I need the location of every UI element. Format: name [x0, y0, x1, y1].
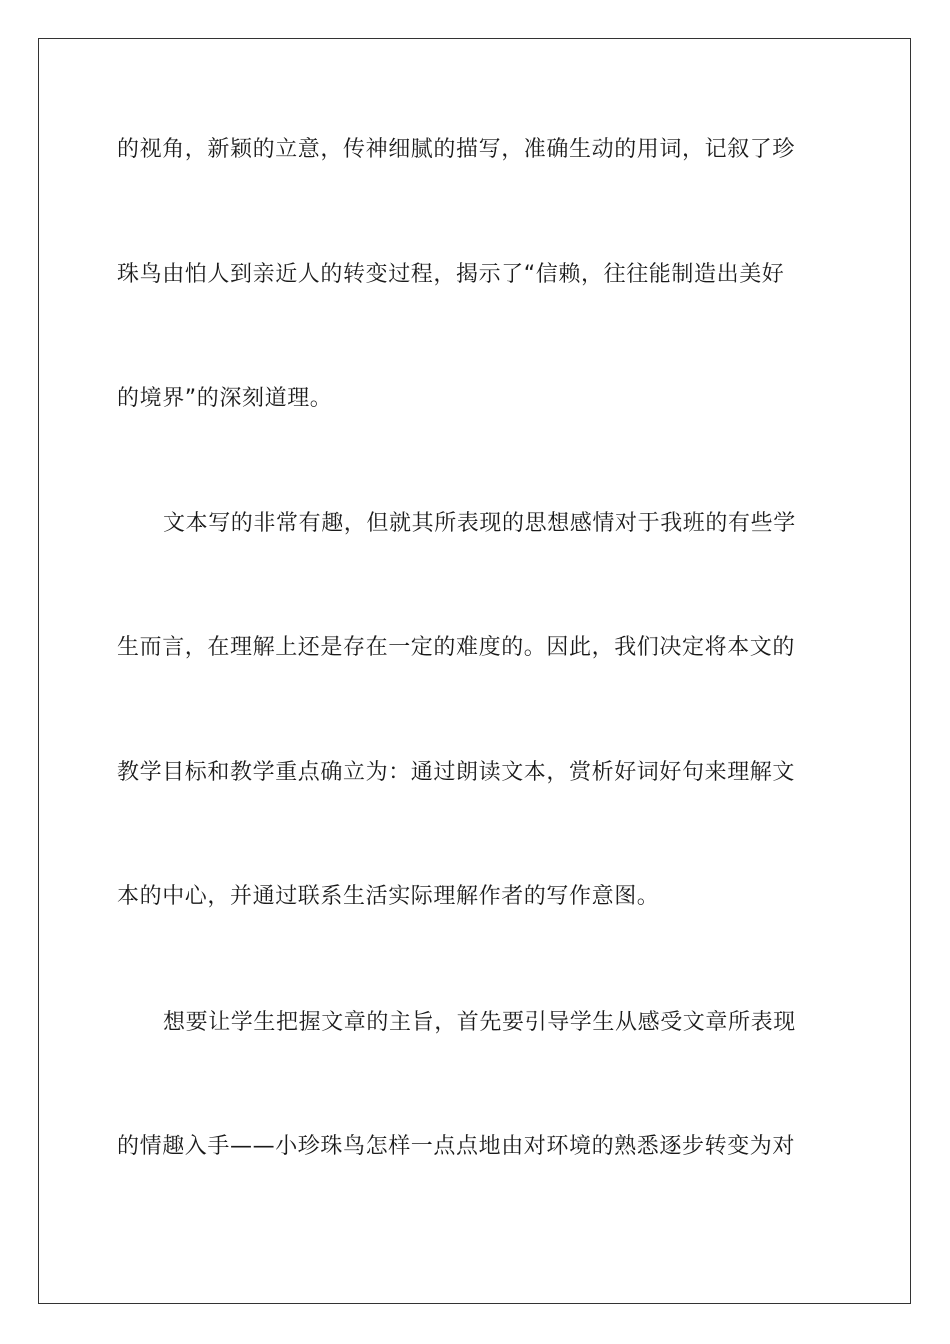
text-line: 的视角，新颖的立意，传神细腻的描写，准确生动的用词，记叙了珍 [117, 137, 796, 162]
page-border [38, 38, 911, 1304]
text-line: 本的中心，并通过联系生活实际理解作者的写作意图。 [117, 884, 660, 909]
paragraph-start-line: 文本写的非常有趣，但就其所表现的思想感情对于我班的有些学 [163, 511, 796, 536]
text-line: 的境界”的深刻道理。 [117, 386, 333, 411]
text-line: 教学目标和教学重点确立为：通过朗读文本，赏析好词好句来理解文 [117, 760, 796, 785]
paragraph-start-line: 想要让学生把握文章的主旨，首先要引导学生从感受文章所表现 [163, 1010, 796, 1035]
text-line: 珠鸟由怕人到亲近人的转变过程，揭示了“信赖，往往能制造出美好 [117, 262, 785, 287]
text-line: 生而言，在理解上还是存在一定的难度的。因此，我们决定将本文的 [117, 635, 796, 660]
text-line: 的情趣入手——小珍珠鸟怎样一点点地由对环境的熟悉逐步转变为对 [117, 1134, 796, 1159]
